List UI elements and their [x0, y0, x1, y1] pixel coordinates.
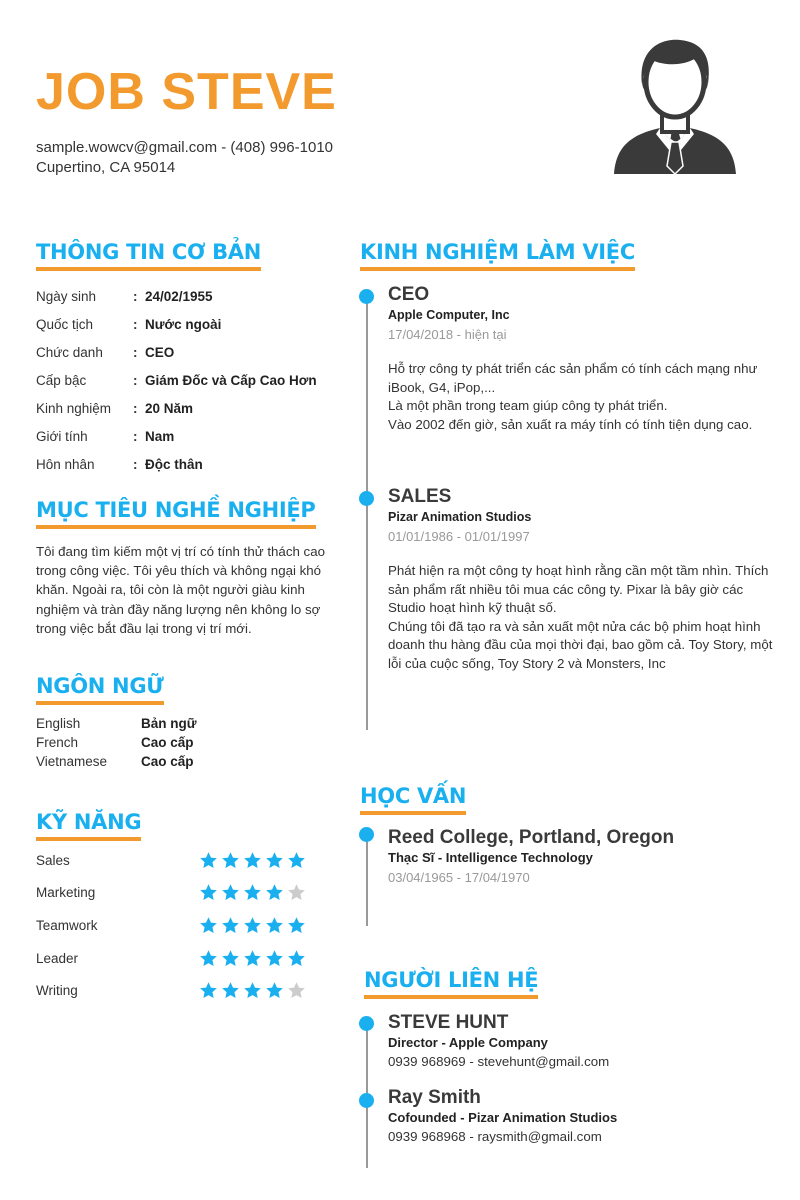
contact-address: Cupertino, CA 95014 [36, 159, 176, 176]
job-role: SALES [388, 486, 452, 507]
star-filled-icon [199, 949, 218, 968]
skill-name: Leader [36, 950, 79, 966]
skill-row [36, 909, 306, 942]
star-filled-icon [243, 949, 262, 968]
star-filled-icon [265, 916, 284, 935]
skill-name: Teamwork [36, 917, 98, 933]
skill-name: Marketing [36, 885, 96, 901]
star-filled-icon [243, 981, 262, 1000]
star-filled-icon [221, 949, 240, 968]
degree: Thạc Sĩ - Intelligence Technology [388, 850, 593, 865]
reference-position: Director - Apple Company [388, 1035, 548, 1050]
reference-contact: 0939 968968 - raysmith@gmail.com [388, 1129, 602, 1144]
basic-info-list [36, 282, 336, 478]
info-label: Quốc tịch [36, 316, 94, 332]
job-company: Pizar Animation Studios [388, 510, 532, 524]
education-title: HỌC VẤN [360, 784, 466, 815]
skill-name: Sales [36, 852, 70, 868]
reference-position: Cofounded - Pizar Animation Studios [388, 1110, 618, 1125]
star-filled-icon [199, 916, 218, 935]
info-colon: : [133, 372, 138, 388]
skill-rating [199, 949, 306, 968]
star-filled-icon [243, 916, 262, 935]
info-value: Giám Đốc và Cấp Cao Hơn [145, 372, 317, 388]
info-row [36, 338, 336, 366]
info-value: CEO [145, 344, 175, 360]
star-empty-icon [287, 981, 306, 1000]
languages-list [36, 714, 197, 771]
contact-block [36, 138, 333, 178]
education-dates: 03/04/1965 - 17/04/1970 [388, 870, 530, 885]
info-value: Nam [145, 428, 175, 444]
language-row [36, 752, 197, 771]
education-entry [388, 827, 778, 889]
school-name: Reed College, Portland, Oregon [388, 827, 675, 848]
info-row [36, 310, 336, 338]
timeline-dot [359, 1016, 374, 1031]
objective-text: Tôi đang tìm kiếm một vị trí có tính thử thách cao trong công việc. Tôi yêu thích và không ngại khó khăn. Ngoài ra, tôi còn là một người giàu kinh nghiệm và tràn đầy năng lượng nên không lo sợ trong việc bắt đầu lại trong vị trí mới. [36, 544, 325, 636]
person-avatar-icon [612, 36, 738, 178]
language-row [36, 733, 197, 752]
star-filled-icon [221, 916, 240, 935]
star-filled-icon [199, 883, 218, 902]
info-label: Hôn nhân [36, 456, 95, 472]
info-colon: : [133, 456, 138, 472]
star-filled-icon [221, 981, 240, 1000]
skill-row [36, 942, 306, 975]
star-filled-icon [221, 851, 240, 870]
info-colon: : [133, 288, 138, 304]
candidate-name: JOB STEVE [36, 63, 337, 121]
basic-info-title: THÔNG TIN CƠ BẢN [36, 240, 261, 271]
star-filled-icon [243, 851, 262, 870]
timeline-dot [359, 491, 374, 506]
job-company: Apple Computer, Inc [388, 308, 510, 322]
skill-rating [199, 883, 306, 902]
skill-rating [199, 981, 306, 1000]
experience-entry [388, 284, 778, 434]
info-row [36, 422, 336, 450]
skill-row [36, 844, 306, 877]
skill-row [36, 877, 306, 910]
skills-title: KỸ NĂNG [36, 810, 141, 841]
info-row [36, 282, 336, 310]
experience-entry [388, 486, 778, 674]
language-name: Vietnamese [36, 754, 108, 769]
info-value: 24/02/1955 [145, 288, 213, 304]
reference-entry [388, 1087, 778, 1147]
timeline-dot [359, 1093, 374, 1108]
star-filled-icon [199, 981, 218, 1000]
job-dates: 17/04/2018 - hiện tại [388, 327, 507, 342]
reference-contact: 0939 968969 - stevehunt@gmail.com [388, 1054, 610, 1069]
info-row [36, 450, 336, 478]
star-filled-icon [265, 883, 284, 902]
star-filled-icon [265, 981, 284, 1000]
skill-name: Writing [36, 983, 78, 999]
info-row [36, 394, 336, 422]
info-colon: : [133, 316, 138, 332]
info-row [36, 366, 336, 394]
language-level: Cao cấp [141, 754, 194, 769]
language-name: French [36, 735, 79, 750]
job-description: Hỗ trợ công ty phát triển các sản phẩm có tính cách mạng như iBook, G4, iPop,... Là một phần trong team giúp công ty phát triển. Vào 2002 đến giờ, sản xuất ra máy tính có tính tiện dụng cao. [388, 361, 758, 432]
experience-title: KINH NGHIỆM LÀM VIỆC [360, 240, 635, 271]
skill-rating [199, 851, 306, 870]
info-colon: : [133, 428, 138, 444]
objective-title: MỤC TIÊU NGHỀ NGHIỆP [36, 498, 316, 529]
timeline-dot [359, 289, 374, 304]
star-filled-icon [287, 916, 306, 935]
skill-rating [199, 916, 306, 935]
info-value: Nước ngoài [145, 316, 222, 332]
languages-title: NGÔN NGỮ [36, 674, 164, 705]
info-value: Độc thân [145, 456, 203, 472]
job-role: CEO [388, 284, 430, 305]
info-colon: : [133, 344, 138, 360]
info-value: 20 Năm [145, 400, 194, 416]
education-timeline [366, 834, 368, 926]
skill-row [36, 974, 306, 1007]
star-filled-icon [243, 883, 262, 902]
star-empty-icon [287, 883, 306, 902]
info-label: Kinh nghiệm [36, 400, 112, 416]
info-label: Giới tính [36, 428, 88, 444]
star-filled-icon [199, 851, 218, 870]
experience-timeline [366, 296, 368, 730]
contact-email-phone: sample.wowcv@gmail.com - (408) 996-1010 [36, 139, 334, 156]
star-filled-icon [221, 883, 240, 902]
skills-list [36, 844, 306, 1007]
star-filled-icon [265, 949, 284, 968]
info-label: Chức danh [36, 344, 103, 360]
reference-entry [388, 1012, 778, 1072]
timeline-dot [359, 827, 374, 842]
star-filled-icon [265, 851, 284, 870]
reference-name: STEVE HUNT [388, 1012, 509, 1033]
references-title: NGƯỜI LIÊN HỆ [364, 968, 538, 999]
language-name: English [36, 716, 81, 731]
info-label: Cấp bậc [36, 372, 87, 388]
language-level: Cao cấp [141, 735, 194, 750]
reference-name: Ray Smith [388, 1087, 481, 1108]
star-filled-icon [287, 851, 306, 870]
info-colon: : [133, 400, 138, 416]
job-dates: 01/01/1986 - 01/01/1997 [388, 529, 530, 544]
job-description: Phát hiện ra một công ty hoạt hình rằng cần một tầm nhìn. Thích sản phẩm rất nhiều tôi mua các công ty. Pixar là bây giờ các Studio hoạt hình kỹ thuật số. Chúng tôi đã tạo ra và sản xuất một nửa các bộ phim hoạt hình doanh thu hàng đầu của mọi thời đại, bao gồm cả. Toy Story, một lỗi của cuộc sống, Toy Story 2 và Monsters, Inc [388, 563, 773, 671]
language-level: Bản ngữ [141, 716, 197, 731]
star-filled-icon [287, 949, 306, 968]
language-row [36, 714, 197, 733]
info-label: Ngày sinh [36, 288, 97, 304]
